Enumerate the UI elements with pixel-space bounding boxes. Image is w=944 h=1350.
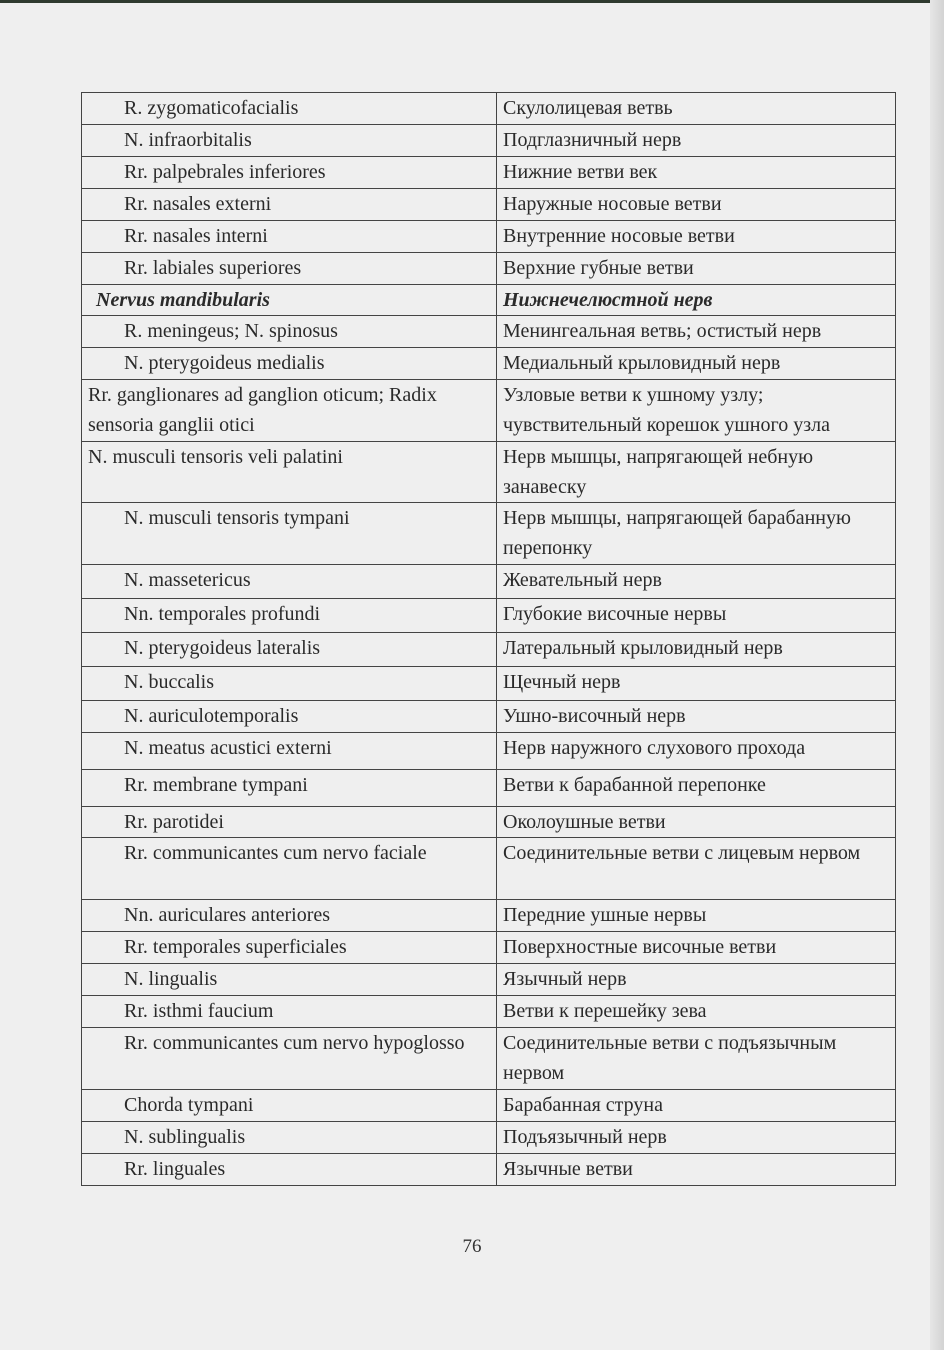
latin-term: N. musculi tensoris tympani: [82, 503, 497, 565]
russian-term: Внутренние носовые ветви: [497, 221, 896, 253]
russian-term: Глубокие височные нервы: [497, 599, 896, 633]
russian-term: Нерв наружного слухового прохода: [497, 733, 896, 770]
table-row: [82, 442, 896, 503]
latin-term: N. lingualis: [82, 964, 497, 996]
latin-term: N. pterygoideus medialis: [82, 348, 497, 380]
russian-term: Наружные носовые ветви: [497, 189, 896, 221]
table-row: [82, 996, 896, 1028]
table-row: [82, 932, 896, 964]
latin-term: N. auriculotemporalis: [82, 701, 497, 733]
table-row: [82, 348, 896, 380]
table-row: [82, 221, 896, 253]
table-row: [82, 770, 896, 807]
table-row: [82, 1090, 896, 1122]
latin-term: N. massetericus: [82, 565, 497, 599]
russian-term: Медиальный крыловидный нерв: [497, 348, 896, 380]
latin-term: N. sublingualis: [82, 1122, 497, 1154]
latin-term: Rr. linguales: [82, 1154, 497, 1186]
table-row: [82, 189, 896, 221]
russian-term: Ветви к перешейку зева: [497, 996, 896, 1028]
anatomy-terms-table: [81, 92, 896, 1186]
russian-term: Нижние ветви век: [497, 157, 896, 189]
russian-term: Язычные ветви: [497, 1154, 896, 1186]
russian-term: Менингеальная ветвь; остистый нерв: [497, 316, 896, 348]
table-row: [82, 157, 896, 189]
latin-term: Nn. temporales profundi: [82, 599, 497, 633]
latin-term: N. meatus acustici externi: [82, 733, 497, 770]
latin-term: Rr. isthmi faucium: [82, 996, 497, 1028]
table-row: [82, 93, 896, 125]
table-row: [82, 316, 896, 348]
table-row: [82, 1154, 896, 1186]
latin-term: N. musculi tensoris veli palatini: [82, 442, 497, 503]
russian-term: Ушно-височный нерв: [497, 701, 896, 733]
section-header-row: [82, 285, 896, 316]
russian-term: Околоушные ветви: [497, 807, 896, 838]
latin-term: Rr. membrane tympani: [82, 770, 497, 807]
russian-term: Латеральный крыловидный нерв: [497, 633, 896, 667]
russian-term: Нерв мышцы, напрягающей небную занавеску: [497, 442, 896, 503]
section-russian-heading: Нижнечелюстной нерв: [497, 285, 896, 316]
latin-term: Rr. communicantes cum nervo faciale: [82, 838, 497, 900]
table-row: [82, 964, 896, 996]
russian-term: Верхние губные ветви: [497, 253, 896, 285]
page-number: 76: [462, 1236, 482, 1257]
russian-term: Подглазничный нерв: [497, 125, 896, 157]
latin-term: N. infraorbitalis: [82, 125, 497, 157]
section-latin-heading: Nervus mandibularis: [82, 285, 497, 316]
russian-term: Скулолицевая ветвь: [497, 93, 896, 125]
table-row: [82, 503, 896, 565]
scan-top-edge: [0, 0, 944, 3]
russian-term: Соединительные ветви с лицевым нервом: [497, 838, 896, 900]
russian-term: Ветви к барабанной перепонке: [497, 770, 896, 807]
russian-term: Барабанная струна: [497, 1090, 896, 1122]
latin-term: Rr. labiales superiores: [82, 253, 497, 285]
latin-term: N. buccalis: [82, 667, 497, 701]
russian-term: Подъязычный нерв: [497, 1122, 896, 1154]
latin-term: Rr. parotidei: [82, 807, 497, 838]
latin-term: Chorda tympani: [82, 1090, 497, 1122]
table-row: [82, 633, 896, 667]
russian-term: Передние ушные нервы: [497, 900, 896, 932]
russian-term: Язычный нерв: [497, 964, 896, 996]
latin-term: Rr. ganglionares ad ganglion oticum; Radix sensoria ganglii otici: [82, 380, 497, 442]
table-row: [82, 900, 896, 932]
latin-term: Rr. temporales superficiales: [82, 932, 497, 964]
latin-term: Rr. communicantes cum nervo hypoglosso: [82, 1028, 497, 1090]
latin-term: Rr. nasales externi: [82, 189, 497, 221]
table-row: [82, 807, 896, 838]
table-row: [82, 253, 896, 285]
table-row: [82, 667, 896, 701]
latin-term: Rr. nasales interni: [82, 221, 497, 253]
table-row: [82, 838, 896, 900]
russian-term: Нерв мышцы, напрягающей барабанную перепонку: [497, 503, 896, 565]
latin-term: Nn. auriculares anteriores: [82, 900, 497, 932]
russian-term: Соединительные ветви с подъязычным нервом: [497, 1028, 896, 1090]
table-row: [82, 565, 896, 599]
table-row: [82, 1122, 896, 1154]
table-row: [82, 380, 896, 442]
russian-term: Щечный нерв: [497, 667, 896, 701]
table-row: [82, 701, 896, 733]
latin-term: R. meningeus; N. spinosus: [82, 316, 497, 348]
russian-term: Жевательный нерв: [497, 565, 896, 599]
table-row: [82, 125, 896, 157]
table-row: [82, 733, 896, 770]
russian-term: Поверхностные височные ветви: [497, 932, 896, 964]
scan-right-edge: [930, 0, 944, 1350]
latin-term: N. pterygoideus lateralis: [82, 633, 497, 667]
table-row: [82, 1028, 896, 1090]
table-row: [82, 599, 896, 633]
latin-term: Rr. palpebrales inferiores: [82, 157, 497, 189]
latin-term: R. zygomaticofacialis: [82, 93, 497, 125]
russian-term: Узловые ветви к ушному узлу; чувствительный корешок ушного узла: [497, 380, 896, 442]
